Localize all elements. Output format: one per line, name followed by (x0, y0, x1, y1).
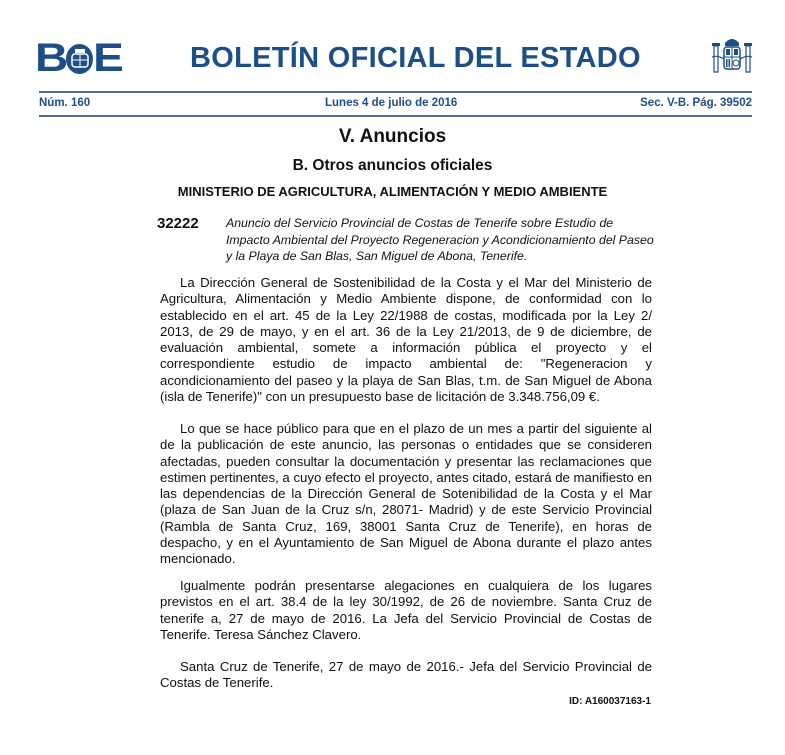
paragraph-text: Lo que se hace público para que en el plazo de un mes a partir del siguiente al de la publicación de este anuncio, las personas o entidades que se consideren afectadas, pueden consultar la documentación y presentar las reclamaciones que estimen pertinentes, a cuyo efecto el proyecto, antes citado, estará de manifiesto en las dependencias de la Dirección General de Sotenibilidad de la Costa y el Mar (plaza de San Juan de la Cruz s/n, 28071- Madrid) y de este Servicio Provincial (Rambla de Santa Cruz, 169, 38001 Santa Cruz de Tenerife), en horas de despacho, y en el Ayuntamiento de San Miguel de Abona durante el plazo antes mencionado. (160, 421, 652, 567)
announcement-title: Anuncio del Servicio Provincial de Costas de Tenerife sobre Estudio de Impacto Ambiental del Proyecto Regeneracion y Acondicionamiento del Paseo y la Playa de San Blas, San Miguel de Abona, Tenerife. (226, 216, 654, 263)
body-paragraph (160, 275, 652, 405)
issue-number: Núm. 160 (39, 97, 91, 109)
paragraph-text: La Dirección General de Sostenibilidad de la Costa y el Mar del Ministerio de Agricultura, Alimentación y Medio Ambiente dispone, de conformidad con lo establecido en el art. 45 de la Ley 22/1988 de costas, modificada por la Ley 2/ 2013, de 29 de mayo, y en el art. 36 de la Ley 21/2013, de 9 de diciembre, de evaluación ambiental, somete a información pública el proyecto y el correspondiente estudio de impacto ambiental de: "Regeneracion y acondicionamiento del paseo y la playa de San Blas, t.m. de San Miguel de Abona (isla de Tenerife)" con un presupuesto base de licitación de 3.348.756,09 €. (160, 275, 652, 405)
logo-letter-e: E (93, 36, 122, 80)
paragraph-text: Igualmente podrán presentarse alegaciones en cualquiera de los lugares previstos en el art. 38.4 de la ley 30/1992, de 26 de noviembre. Santa Cruz de tenerife a, 27 de mayo de 2016. La Jefa del Servicio Provincial de Costas de Tenerife. Teresa Sánchez Clavero. (160, 578, 652, 642)
announcement-number: 32222 (157, 215, 199, 232)
issue-date: Lunes 4 de julio de 2016 (325, 97, 458, 109)
royal-seal-icon (66, 44, 93, 74)
paragraph-text: Santa Cruz de Tenerife, 27 de mayo de 2016.- Jefa del Servicio Provincial de Costas de Tenerife. (160, 659, 652, 691)
ministry-heading: MINISTERIO DE AGRICULTURA, ALIMENTACIÓN Y MEDIO AMBIENTE (177, 184, 608, 199)
section-page: Sec. V-B. Pág. 39502 (640, 97, 752, 109)
publication-title: BOLETÍN OFICIAL DEL ESTADO (190, 42, 641, 74)
section-heading: V. Anuncios (338, 126, 447, 147)
header-rule-top (39, 91, 752, 93)
document-id: ID: A160037163-1 (569, 696, 651, 707)
coat-of-arms-icon (709, 33, 755, 79)
body-paragraph (160, 659, 652, 692)
header-rule-bottom (39, 115, 752, 117)
body-paragraph (160, 421, 652, 568)
boe-logo (34, 36, 122, 80)
body-paragraph (160, 578, 652, 643)
section-subheading: B. Otros anuncios oficiales (292, 157, 493, 174)
logo-letter-b: B (34, 36, 66, 80)
